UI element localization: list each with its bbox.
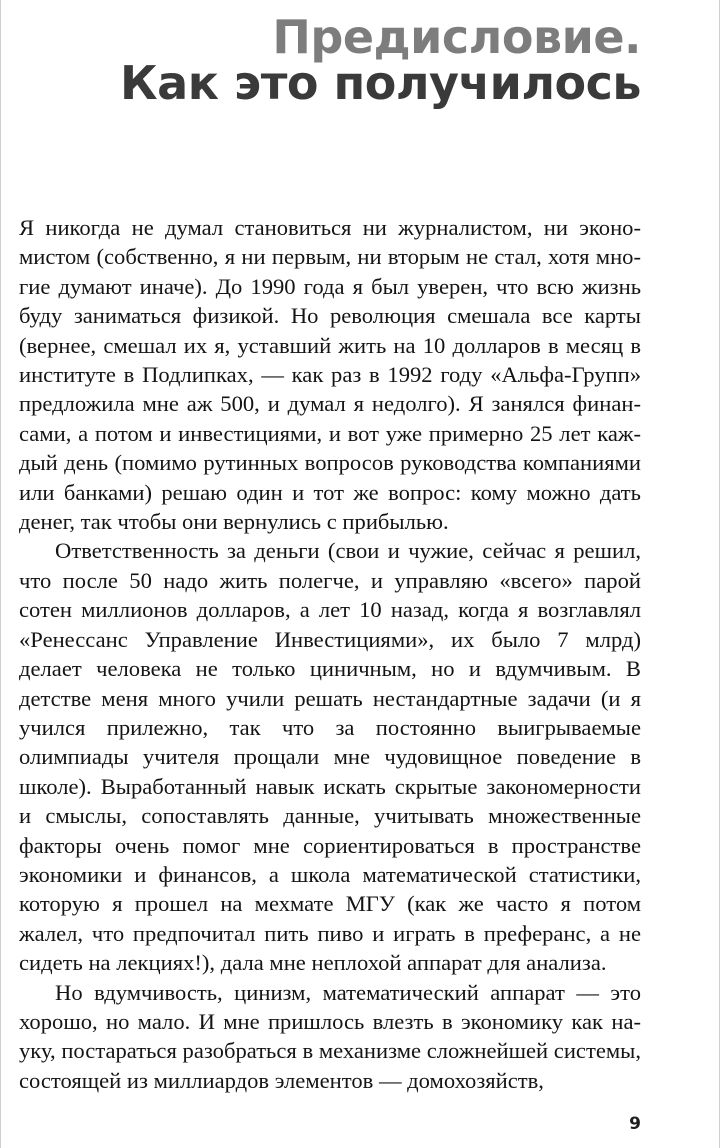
chapter-heading-line-2: Как это получилось <box>120 56 641 110</box>
body-text <box>19 213 641 1095</box>
paragraph-1: Я никогда не думал становиться ни журналистом, ни экономистом (собственно, я ни первым, ни вторым не стал, хотя многие думают иначе). До 1990 года я был уверен, что всю жизнь буду заниматься физикой. Но революция смешала все карты (вернее, смешал их я, уставший жить на 10 долларов в месяц в институте в Подлипках, — как раз в 1992 году «Альфа-Групп» предложила мне аж 500, и думал я недолго). Я занялся финансами, а потом и инвестициями, и вот уже примерно 25 лет каждый день (помимо рутинных вопросов руководства компаниями или банками) решаю один и тот же вопрос: кому можно дать денег, так чтобы они вернулись с прибылью. <box>19 215 641 535</box>
chapter-heading-line-1: Предисловие. <box>272 10 641 64</box>
paragraph-3: Но вдумчивость, цинизм, математический аппарат — это хорошо, но мало. И мне пришлось влезть в экономику как науку, постараться разобраться в механизме сложнейшей системы, состоящей из миллиардов элементов — домохозяйств, <box>19 979 641 1093</box>
paragraph-2: Ответственность за деньги (свои и чужие, сейчас я решил, что после 50 надо жить полегче, и управляю «всего» парой сотен миллионов долларов, а лет 10 назад, когда я возглавлял «Ренессанс Управление Инвестициями», их было 7 млрд) делает человека не только циничным, но и вдумчивым. В детстве меня много учили решать нестандартные задачи (и я учился прилежно, так что за постоянно выигрываемые олимпиады учителя прощали мне чудовищное поведение в школе). Выработанный навык искать скрытые закономерности и смыслы, сопоставлять данные, учитывать множественные факторы очень помог мне сориентироваться в пространстве экономики и финансов, а школа математической статистики, которую я прошел на мехмате МГУ (как же часто я потом жалел, что предпочитал пить пиво и играть в преферанс, а не сидеть на лекциях!), дала мне неплохой аппарат для анализа. <box>19 538 641 976</box>
page-number: 9 <box>629 1114 641 1134</box>
chapter-heading <box>120 10 641 110</box>
